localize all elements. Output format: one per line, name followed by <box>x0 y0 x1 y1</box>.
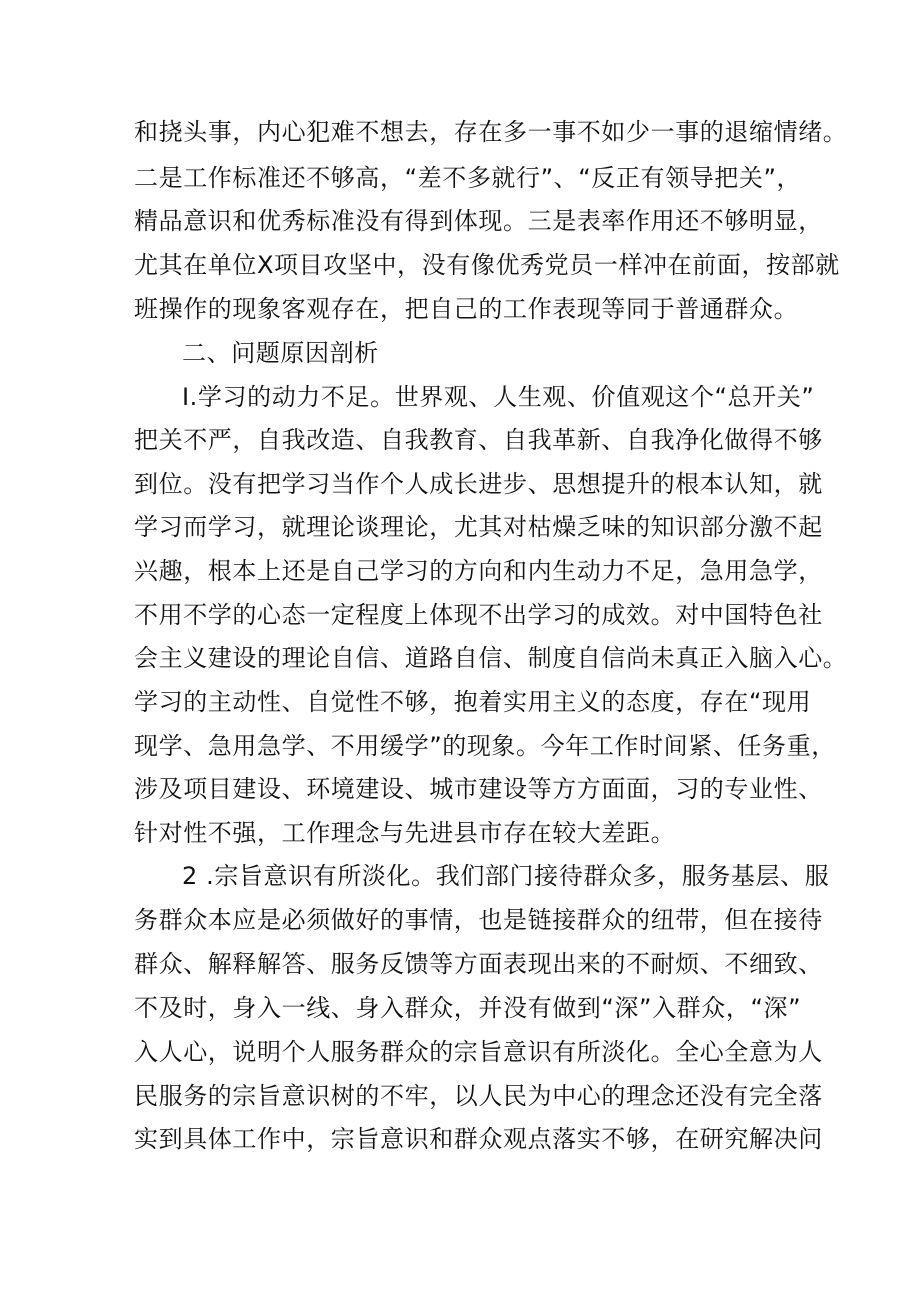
text-line: 把关不严，自我改造、自我教育、自我革新、自我净化做得不够 <box>134 426 823 454</box>
text-line: 针对性不强，工作理念与先进县市存在较大差距。 <box>134 819 676 847</box>
text-line: 务群众本应是必须做好的事情，也是链接群众的纽带，但在接待 <box>134 906 823 934</box>
text-line: 入人心，说明个人服务群众的宗旨意识有所淡化。全心全意为人 <box>134 1038 823 1066</box>
text-line: 学习而学习，就理论谈理论，尤其对枯燥乏味的知识部分激不起 <box>134 513 823 541</box>
text-line: 和挠头事，内心犯难不想去，存在多一事不如少一事的退缩情绪。 <box>134 118 848 146</box>
text-line: 精品意识和优秀标准没有得到体现。三是表率作用还不够明显， <box>134 207 823 235</box>
text-line: 兴趣，根本上还是自己学习的方向和内生动力不足，急用急学， <box>134 557 823 585</box>
text-line: 学习的主动性、自觉性不够，抱着实用主义的态度，存在“现用 <box>134 688 812 716</box>
section-heading: 二、问题原因剖析 <box>182 339 379 367</box>
text-line: 班操作的现象客观存在，把自己的工作表现等同于普通群众。 <box>134 295 799 323</box>
text-line: 群众、解释解答、服务反馈等方面表现出来的不耐烦、不细致、 <box>134 950 823 978</box>
text-line: 民服务的宗旨意识树的不牢，以人民为中心的理念还没有完全落 <box>134 1082 823 1110</box>
text-line: 二是工作标准还不够高，“差不多就行”、“反正有领导把关”， <box>134 164 802 192</box>
paragraph-start: I.学习的动力不足。世界观、人生观、价值观这个“总开关” <box>182 383 815 411</box>
text-line: 尤其在单位X项目攻坚中，没有像优秀党员一样冲在前面，按部就 <box>134 251 840 279</box>
text-line: 现学、急用急学、不用缓学”的现象。今年工作时间紧、任务重， <box>134 732 836 760</box>
text-line: 会主义建设的理论自信、道路自信、制度自信尚未真正入脑入心。 <box>134 644 848 672</box>
text-line: 实到具体工作中，宗旨意识和群众观点落实不够，在研究解决问 <box>134 1125 823 1153</box>
paragraph-start: 2 .宗旨意识有所淡化。我们部门接待群众多，服务基层、服 <box>182 862 830 890</box>
text-line: 到位。没有把学习当作个人成长进步、思想提升的根本认知，就 <box>134 470 823 498</box>
text-line: 不用不学的心态一定程度上体现不出学习的成效。对中国特色社 <box>134 601 823 629</box>
text-line: 涉及项目建设、环境建设、城市建设等方方面面，习的专业性、 <box>134 775 823 803</box>
text-line: 不及时，身入一线、身入群众，并没有做到“深”入群众，“深” <box>134 994 802 1022</box>
